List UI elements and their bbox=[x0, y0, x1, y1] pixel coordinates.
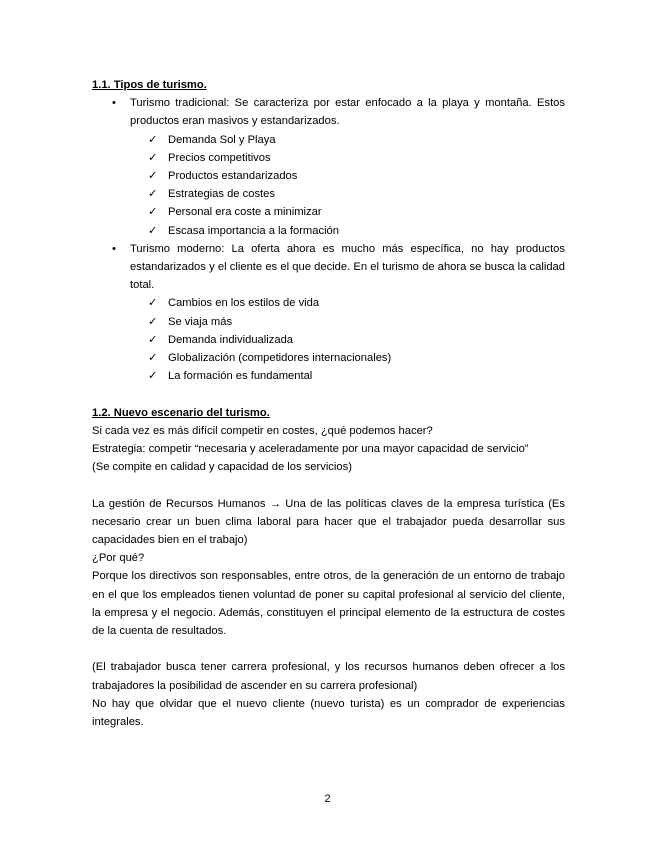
document-body bbox=[92, 76, 565, 731]
list-item: ✓ Personal era coste a minimizar bbox=[92, 203, 565, 221]
list-item: ✓ Escasa importancia a la formación bbox=[92, 222, 565, 240]
tradicional-features-list bbox=[130, 131, 565, 240]
paragraph-question: Si cada vez es más difícil competir en costes, ¿qué podemos hacer? bbox=[92, 424, 433, 437]
list-item: ✓ Productos estandarizados bbox=[92, 167, 565, 185]
list-item: ✓ Demanda Sol y Playa bbox=[92, 131, 565, 149]
list-item: ✓ Se viaja más bbox=[92, 313, 565, 331]
list-item-text: Turismo tradicional: Se caracteriza por estar enfocado a la playa y montaña. Estos productos eran masivos y estandarizados. bbox=[130, 97, 565, 128]
checkmark-icon: ✓ bbox=[148, 333, 158, 346]
checkmark-icon: ✓ bbox=[148, 297, 158, 310]
spacer bbox=[92, 476, 565, 494]
checkmark-icon: ✓ bbox=[148, 315, 158, 328]
moderno-features-list bbox=[130, 294, 565, 385]
turismo-types-list bbox=[92, 94, 565, 385]
paragraph-strategy: Estrategia: competir “necesaria y aceleradamente por una mayor capacidad de servicio” bbox=[92, 443, 529, 456]
checkmark-icon: ✓ bbox=[148, 170, 158, 183]
page-number: 2 bbox=[324, 793, 331, 805]
checkmark-icon: ✓ bbox=[148, 188, 158, 201]
paragraph-career: (El trabajador busca tener carrera profesional, y los recursos humanos deben ofrecer a los trabajadores la posibilidad de ascender en su carrera profesional) bbox=[92, 661, 565, 692]
checkmark-icon: ✓ bbox=[148, 206, 158, 219]
list-item: ✓ Estrategias de costes bbox=[92, 185, 565, 203]
list-item-turismo-tradicional bbox=[92, 94, 565, 240]
list-item-turismo-moderno bbox=[92, 240, 565, 386]
checkmark-icon: ✓ bbox=[148, 352, 158, 365]
checkmark-icon: ✓ bbox=[148, 133, 158, 146]
checkmark-icon: ✓ bbox=[148, 224, 158, 237]
bullet-icon: • bbox=[112, 242, 116, 255]
spacer bbox=[92, 385, 565, 403]
section-heading-nuevo-escenario: 1.2. Nuevo escenario del turismo. bbox=[92, 406, 270, 419]
checkmark-icon: ✓ bbox=[148, 370, 158, 383]
list-item-text: Turismo moderno: La oferta ahora es mucho más específica, no hay productos estandarizados y el cliente es el que decide. En el turismo de ahora se busca la calidad total. bbox=[130, 242, 565, 292]
paragraph-note: (Se compite en calidad y capacidad de los servicios) bbox=[92, 461, 352, 474]
paragraph-because: Porque los directivos son responsables, entre otros, de la generación de un entorno de trabajo en el que los empleados tienen voluntad de poner su capital profesional al servicio del cliente, la empresa y el negocio. Además, constituyen el principal elemento de la estructura de costes de la cuenta de resultados. bbox=[92, 570, 565, 638]
section-heading-tipos-de-turismo: 1.1. Tipos de turismo. bbox=[92, 79, 207, 91]
list-item: ✓ Cambios en los estilos de vida bbox=[92, 294, 565, 312]
list-item: ✓ Demanda individualizada bbox=[92, 331, 565, 349]
paragraph-client: No hay que olvidar que el nuevo cliente (nuevo turista) es un comprador de experiencias integrales. bbox=[92, 697, 565, 729]
checkmark-icon: ✓ bbox=[148, 151, 158, 164]
list-item: ✓ Precios competitivos bbox=[92, 149, 565, 167]
spacer bbox=[92, 640, 565, 658]
bullet-icon: • bbox=[112, 97, 116, 110]
list-item: ✓ Globalización (competidores internacionales) bbox=[92, 349, 565, 367]
paragraph-why: ¿Por qué? bbox=[92, 552, 145, 565]
list-item: ✓ La formación es fundamental bbox=[92, 367, 565, 385]
paragraph-rrhh: La gestión de Recursos Humanos → Una de las políticas claves de la empresa turística (Es necesario crear un buen clima laboral para hacer que el trabajador pueda desarrollar sus capacidades bien en el trabajo) bbox=[92, 497, 565, 547]
